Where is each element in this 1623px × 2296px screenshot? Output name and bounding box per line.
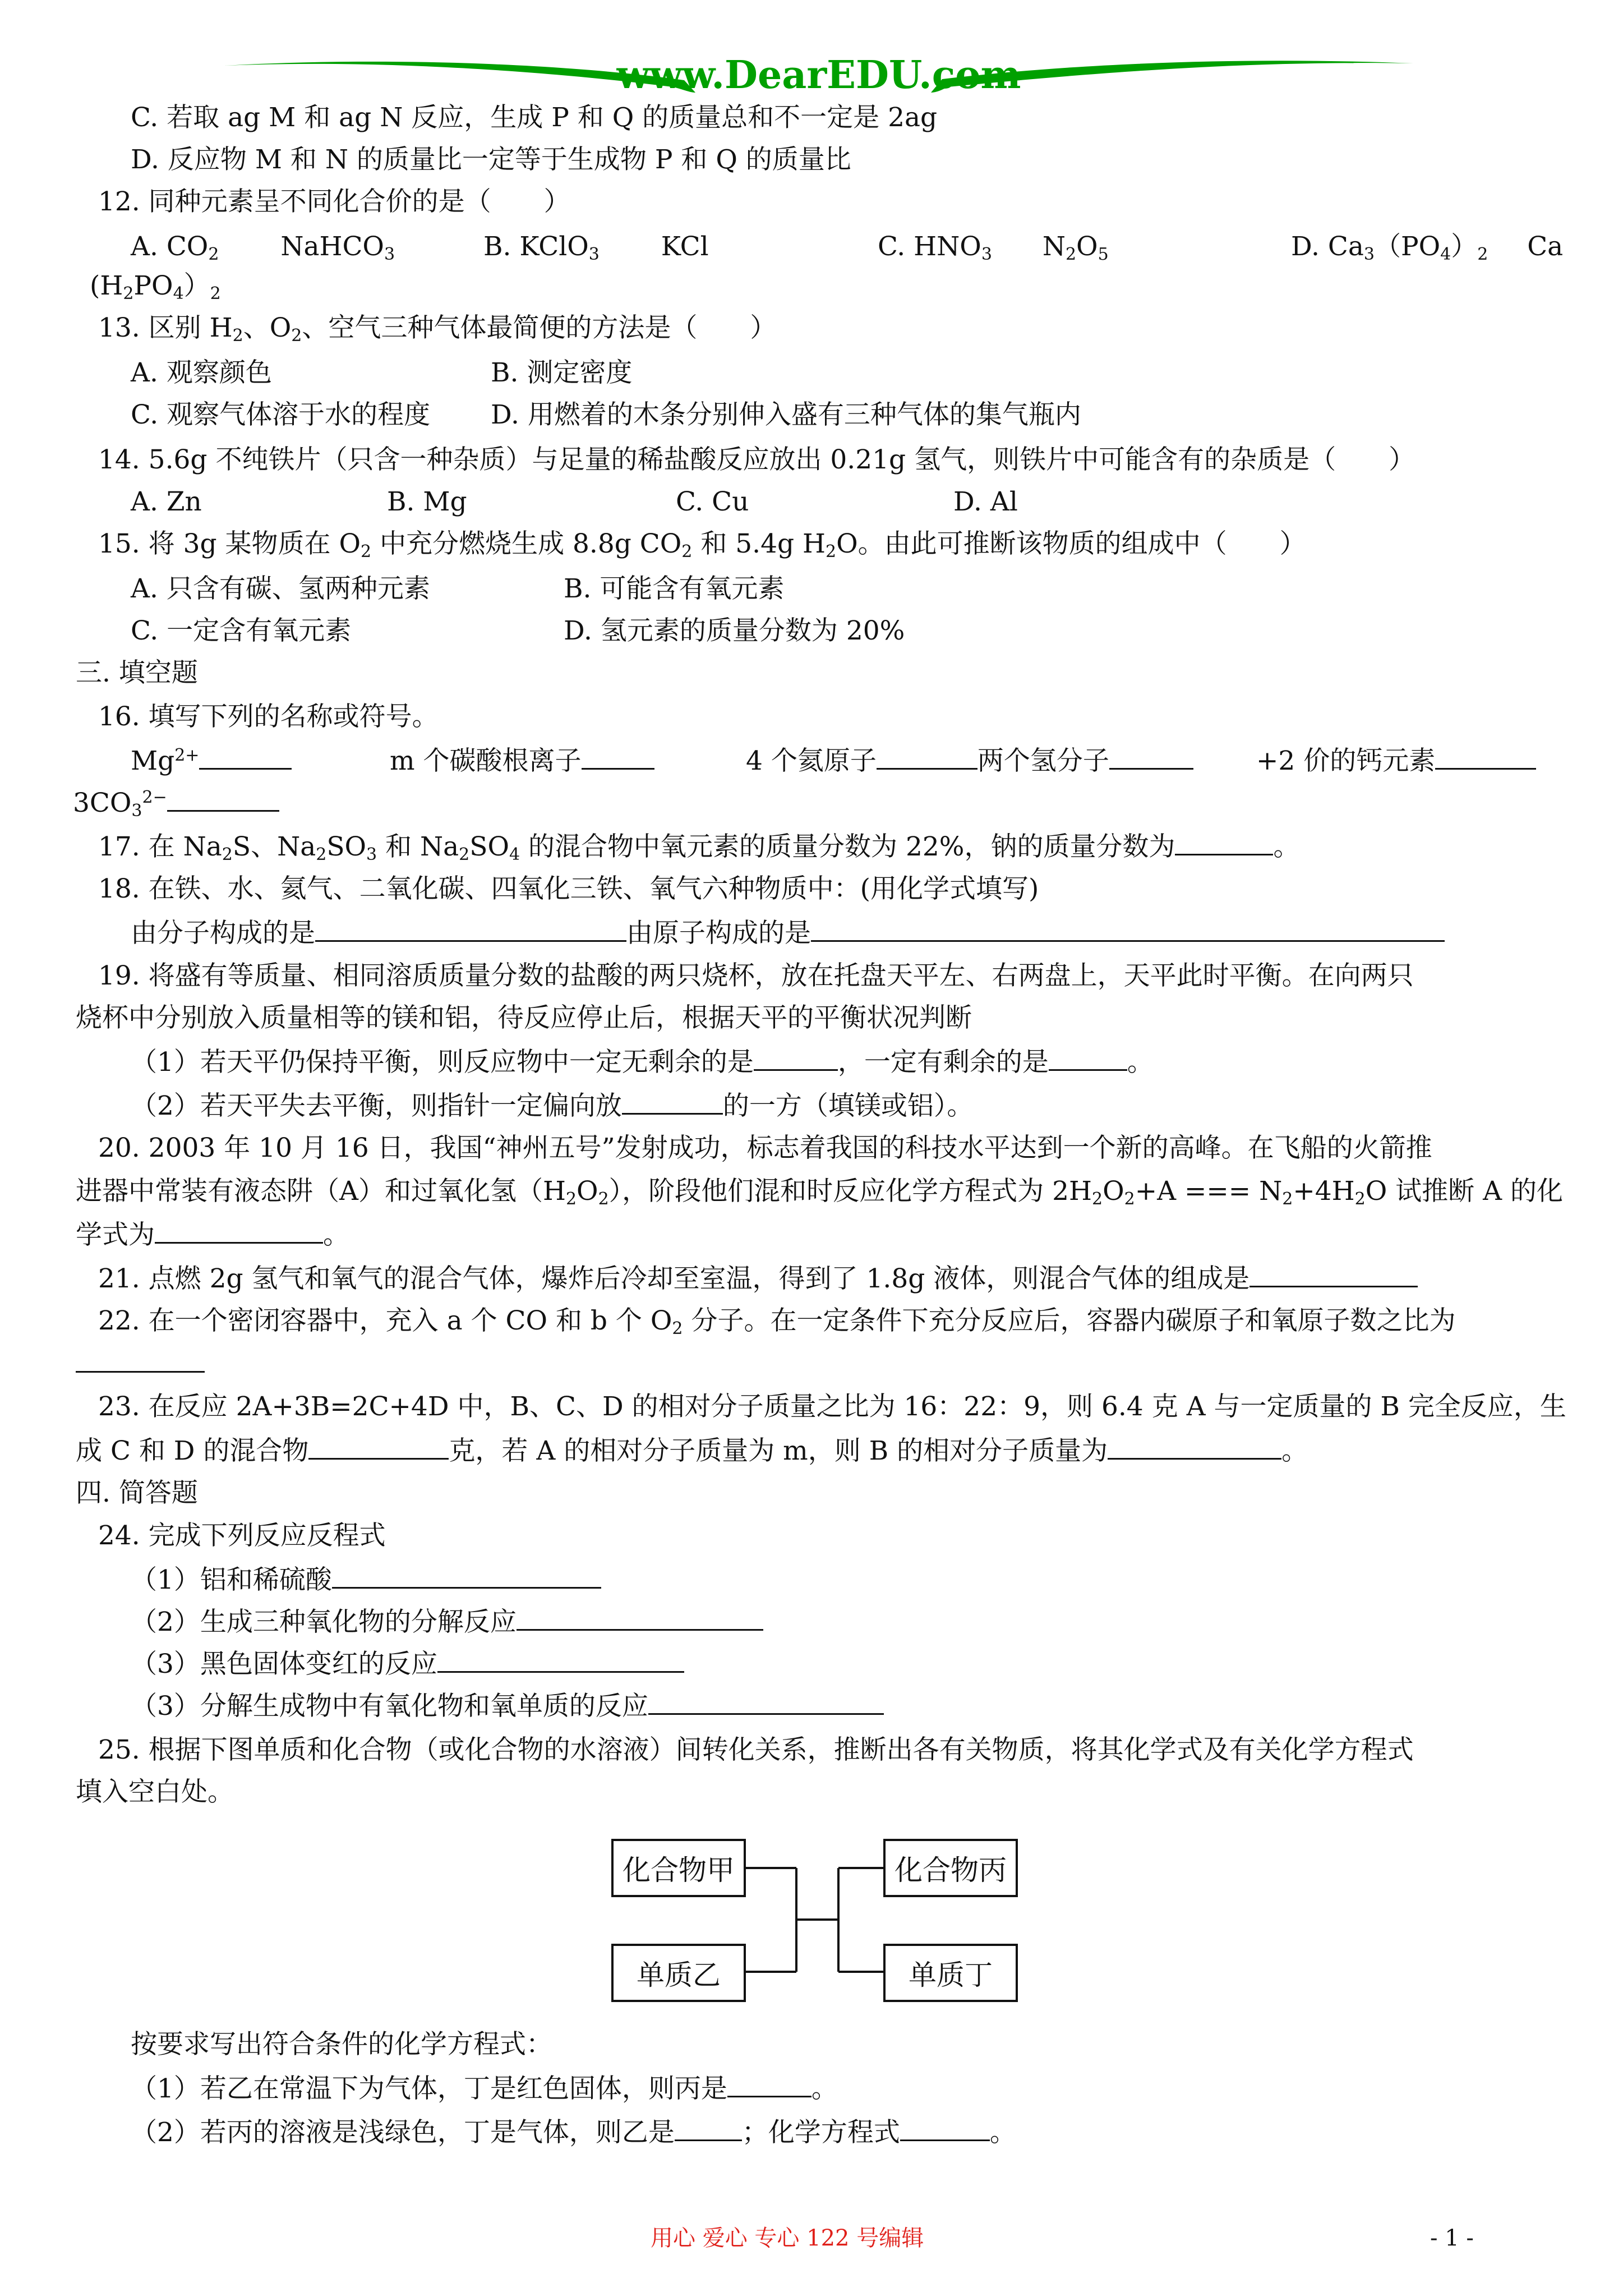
q13-option-c: C. 观察气体溶于水的程度 — [131, 399, 431, 430]
q16-item-co3: $3CO_3^{2-}$ — [73, 785, 279, 820]
q20-stem: 20. 2003 年 10 月 16 日，我国“神州五号”发射成功，标志着我国的科技水平达到一个新的高峰。在飞船的火箭推 — [98, 1133, 1432, 1163]
q14-option-a: A. Zn — [131, 486, 202, 517]
q19-stem-2: 烧杯中分别放入质量相等的镁和铝，待反应停止后，根据天平的平衡状况判断 — [76, 1002, 972, 1033]
q20-stem-2: 进器中常装有液态阱（A）和过氧化氢$(H_2O_2)$，阶段他们混和时反应化学方程式为 $2H_2O_2+A$ === $N_2+4H_2O$ 试推断 A 的化 — [76, 1176, 1563, 1209]
logo-swoosh — [224, 53, 1413, 104]
q14-option-b: B. Mg — [387, 486, 467, 517]
q11-option-c: C. 若取 ag M 和 ag N 反应，生成 P 和 Q 的质量总和不一定是 2ag — [131, 102, 938, 133]
q12-option-d: D. $Ca_3(PO_4)_2$ Ca — [1291, 231, 1564, 264]
q20-answer: 学式为 。 — [76, 1217, 349, 1252]
header-logo — [224, 53, 1413, 104]
page-number: - 1 - — [1430, 2225, 1474, 2251]
q11-option-d: D. 反应物 M 和 N 的质量比一定等于生成物 P 和 Q 的质量比 — [131, 144, 851, 175]
q16-item-carbonate: m 个碳酸根离子 — [390, 743, 654, 778]
site-name: www.DearEDU.com — [616, 53, 1021, 98]
q22-answer — [76, 1346, 205, 1381]
q19-stem: 19. 将盛有等质量、相同溶质质量分数的盐酸的两只烧杯，放在托盘天平左、右两盘上，天平此时平衡。在向两只 — [98, 960, 1414, 991]
q18-stem: 18. 在铁、水、氦气、二氧化碳、四氧化三铁、氧气六种物质中：(用化学式填写) — [98, 873, 1039, 904]
q14-option-c: C. Cu — [676, 486, 749, 517]
q12-option-d-cont: $(H_2PO_4)_2$ — [90, 270, 221, 303]
q12-stem: 12. 同种元素呈不同化合价的是（ ） — [98, 186, 570, 217]
q25-part-1: （1）若乙在常温下为气体，丁是红色固体，则丙是 。 — [131, 2071, 838, 2106]
q25-stem: 25. 根据下图单质和化合物（或化合物的水溶液）间转化关系，推断出各有关物质，将其化学式及有关化学方程式 — [98, 1734, 1414, 1765]
q14-option-d: D. Al — [953, 486, 1018, 517]
q16-item-helium: 4 个氦原子 两个氢分子 — [746, 743, 1193, 778]
q21-stem: 21. 点燃 2g 氢气和氧气的混合气体，爆炸后冷却至室温，得到了 1.8g 液体，则混合气体的组成是 — [98, 1261, 1418, 1296]
q22-stem: 22. 在一个密闭容器中，充入 a 个 CO 和 b 个 $O_2$ 分子。在一定条件下充分反应后，容器内碳原子和氧原子数之比为 — [98, 1305, 1456, 1338]
box-compound-c: 化合物丙 — [883, 1839, 1018, 1897]
q15-option-b: B. 可能含有氧元素 — [564, 573, 785, 604]
footer-slogan: 用心 爱心 专心 122 号编辑 — [651, 2225, 924, 2251]
q16-item-mg: $Mg^{2+}$ — [131, 743, 292, 778]
q13-option-a: A. 观察颜色 — [131, 357, 272, 388]
q24-part-4: （3）分解生成物中有氧化物和氧单质的反应 — [131, 1688, 884, 1723]
q16-stem: 16. 填写下列的名称或符号。 — [98, 701, 439, 732]
q25-part-2: （2）若丙的溶液是浅绿色，丁是气体，则乙是 ；化学方程式 。 — [131, 2115, 1016, 2150]
q15-option-a: A. 只含有碳、氢两种元素 — [131, 573, 430, 604]
q12-option-a: A. $CO_2$ NaHCO$_3$ — [131, 231, 395, 264]
q18-blanks: 由分子构成的是 由原子构成的是 — [131, 915, 1445, 950]
q24-part-2: （2）生成三种氧化物的分解反应 — [131, 1604, 763, 1639]
box-element-d: 单质丁 — [883, 1944, 1018, 2002]
box-element-b: 单质乙 — [611, 1944, 746, 2002]
q19-part-1: （1）若天平仍保持平衡，则反应物中一定无剩余的是 ，一定有剩余的是 。 — [131, 1045, 1154, 1079]
q15-option-d: D. 氢元素的质量分数为 20% — [564, 615, 905, 646]
q24-part-3: （3）黑色固体变红的反应 — [131, 1646, 684, 1681]
q13-option-d: D. 用燃着的木条分别伸入盛有三种气体的集气瓶内 — [491, 399, 1081, 430]
conversion-diagram — [611, 1834, 1038, 2003]
q13-stem: 13. 区别 $H_2$、$O_2$、空气三种气体最简便的方法是（ ） — [98, 312, 777, 346]
section-3-title: 三. 填空题 — [76, 657, 198, 688]
section-4-title: 四. 简答题 — [76, 1478, 198, 1508]
box-compound-a: 化合物甲 — [611, 1839, 746, 1897]
q12-option-b: B. KClO$_3$ KCl — [483, 231, 709, 264]
q25-requirement: 按要求写出符合条件的化学方程式： — [131, 2029, 552, 2060]
q15-option-c: C. 一定含有氧元素 — [131, 615, 352, 646]
q13-option-b: B. 测定密度 — [491, 357, 633, 388]
q15-stem: 15. 将 3g 某物质在 $O_2$ 中充分燃烧生成 8.8g $CO_2$ 和 5.4g $H_2O$。由此可推断该物质的组成中（ ） — [98, 528, 1306, 562]
q12-option-c: C. $HNO_3$ $N_2O_5$ — [878, 231, 1109, 264]
q24-part-1: （1）铝和稀硫酸 — [131, 1562, 601, 1597]
q23-stem: 23. 在反应 2A+3B=2C+4D 中，B、C、D 的相对分子质量之比为 16：22：9，则 6.4 克 A 与一定质量的 B 完全反应，生 — [98, 1391, 1566, 1422]
q17-stem: 17. 在 $Na_2S$、$Na_2SO_3$ 和 $Na_2SO_4$ 的混合物中氧元素的质量分数为 22%，钠的质量分数为 。 — [98, 829, 1299, 864]
q25-stem-2: 填入空白处。 — [76, 1777, 234, 1807]
q16-item-calcium: +2 价的钙元素 — [1256, 743, 1536, 778]
q23-stem-2: 成 C 和 D 的混合物 克，若 A 的相对分子质量为 m，则 B 的相对分子质量为 。 — [76, 1433, 1308, 1468]
q19-part-2: （2）若天平失去平衡，则指针一定偏向放 的一方（填镁或铝）。 — [131, 1088, 973, 1123]
q14-stem: 14. 5.6g 不纯铁片（只含一种杂质）与足量的稀盐酸反应放出 0.21g 氢气，则铁片中可能含有的杂质是（ ） — [98, 444, 1415, 475]
q24-stem: 24. 完成下列反应反程式 — [98, 1520, 386, 1551]
